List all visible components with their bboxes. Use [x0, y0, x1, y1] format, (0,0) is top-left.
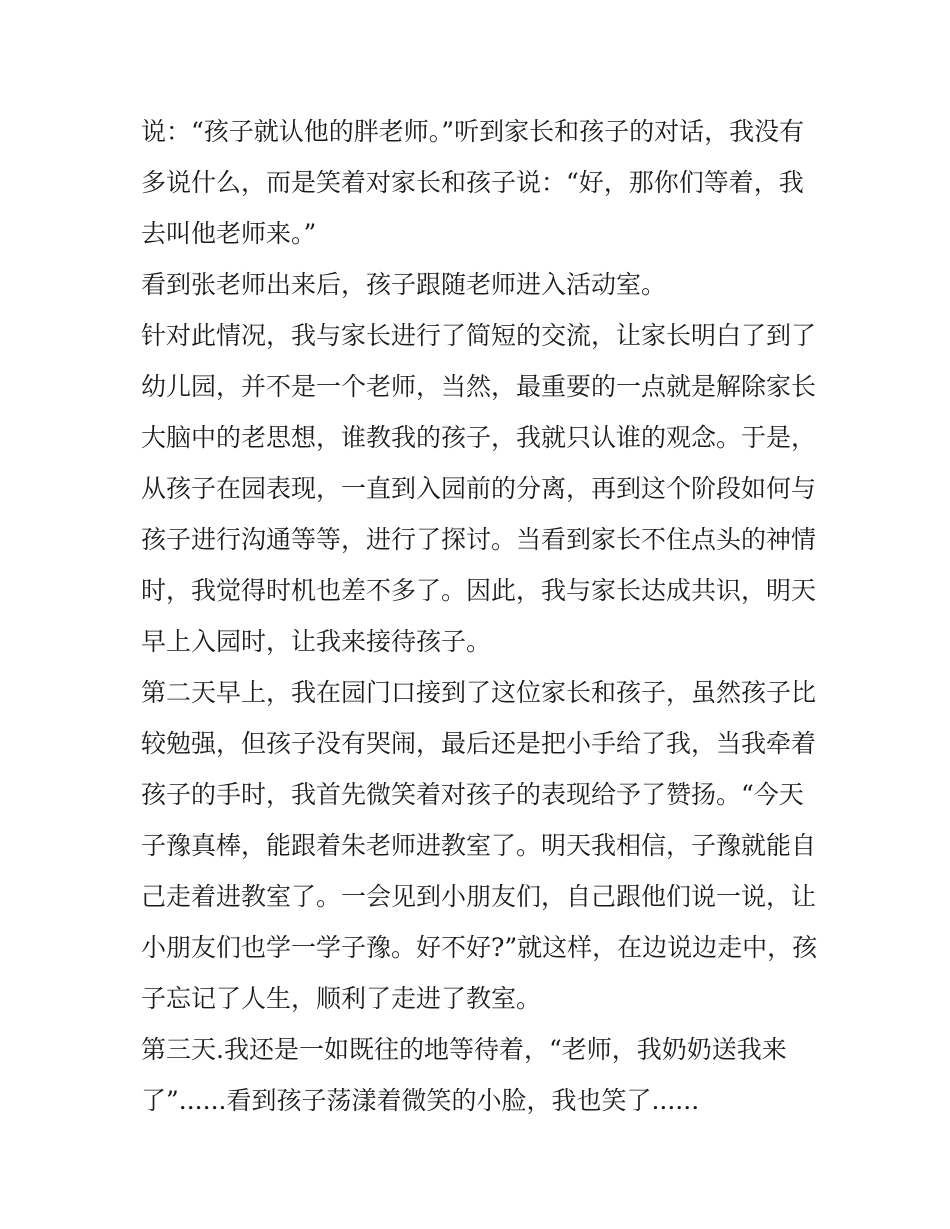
- paragraph-3: 针对此情况，我与家长进行了简短的交流，让家长明白了到了幼儿园，并不是一个老师，当然，最重要的一点就是解除家长大脑中的老思想，谁教我的孩子，我就只认谁的观念。于是，从孩子在园表现，一直到入园前的分离，再到这个阶段如何与孩子进行沟通等等，进行了探讨。当看到家长不住点头的神情时，我觉得时机也差不多了。因此，我与家长达成共识，明天早上入园时，让我来接待孩子。: [141, 321, 817, 656]
- paragraph-2: 看到张老师出来后，孩子跟随老师进入活动室。: [141, 270, 667, 299]
- paragraph-1: 说：“孩子就认他的胖老师。”听到家长和孩子的对话，我没有多说什么，而是笑着对家长和孩子说：“好，那你们等着，我去叫他老师来。”: [141, 117, 805, 248]
- paragraph-5: 第三天.我还是一如既往的地等待着，“老师，我奶奶送我来了”......看到孩子荡漾着微笑的小脸，我也笑了......: [141, 1035, 787, 1115]
- document-body: [141, 106, 821, 1126]
- paragraph-4: 第二天早上，我在园门口接到了这位家长和孩子，虽然孩子比较勉强，但孩子没有哭闹，最后还是把小手给了我，当我牵着孩子的手时，我首先微笑着对孩子的表现给予了赞扬。“今天子豫真棒，能跟着朱老师进教室了。明天我相信，子豫就能自己走着进教室了。一会见到小朋友们，自己跟他们说一说，让小朋友们也学一学子豫。好不好?”就这样，在边说边走中，孩子忘记了人生，顺利了走进了教室。: [141, 678, 818, 1013]
